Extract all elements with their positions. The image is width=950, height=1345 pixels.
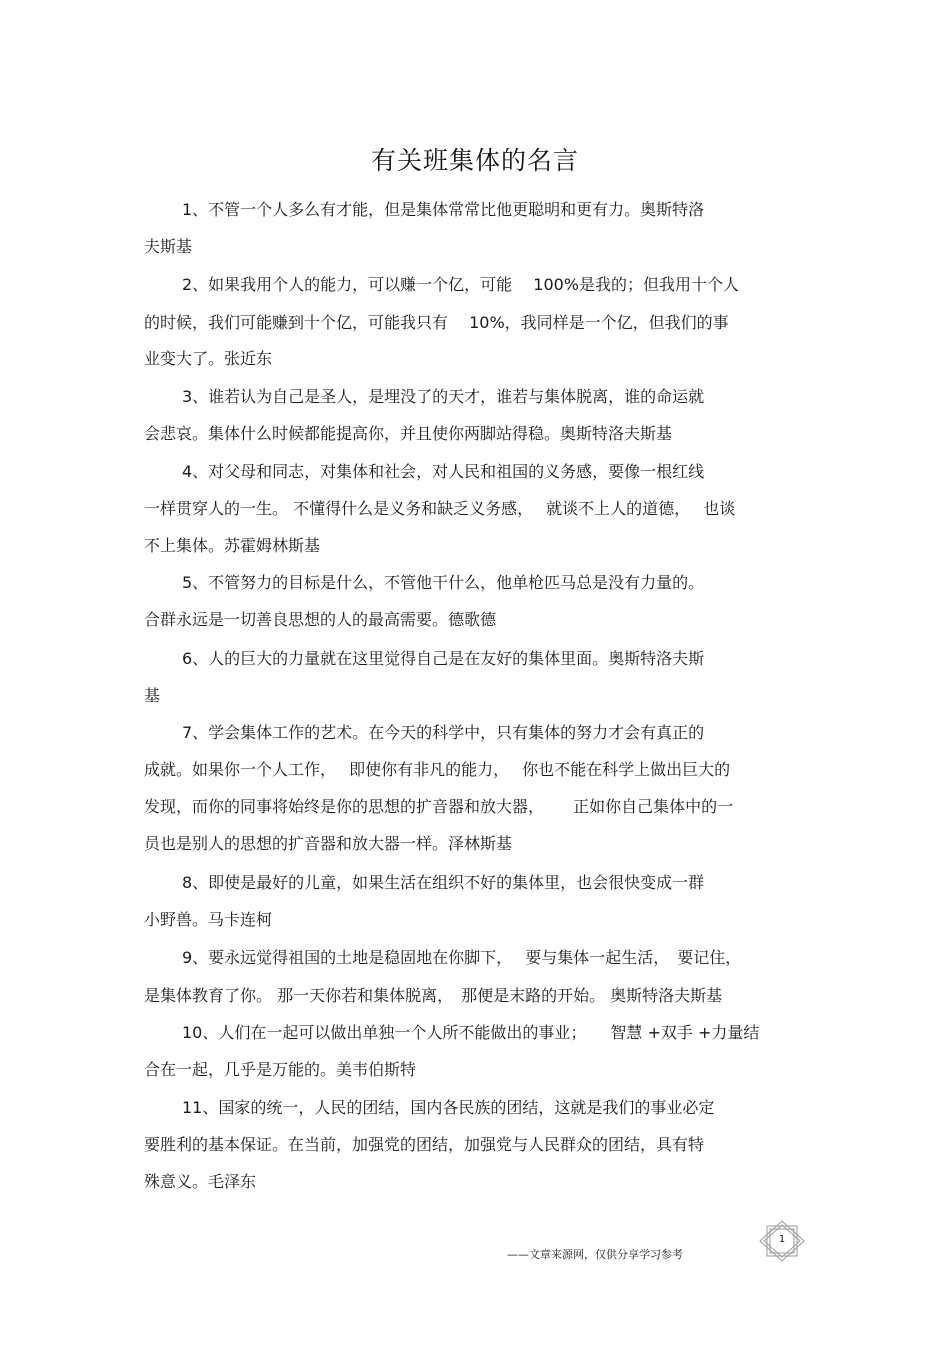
quote-2-line-2: 的时候，我们可能赚到十个亿，可能我只有 10%，我同样是一个亿，但我们的事 <box>144 313 729 332</box>
quote-8-line-1: 8、即使是最好的儿童，如果生活在组织不好的集体里，也会很快变成一群 <box>182 873 705 892</box>
quote-2-line-1: 2、如果我用个人的能力，可以赚一个亿，可能 100%是我的；但我用十个人 <box>182 275 740 294</box>
quote-6-line-1: 6、人的巨大的力量就在这里觉得自己是在友好的集体里面。奥斯特洛夫斯 <box>182 649 705 668</box>
quote-4-line-3: 不上集体。苏霍姆林斯基 <box>144 536 321 555</box>
quote-11-line-2: 要胜利的基本保证。在当前，加强党的团结，加强党与人民群众的团结，具有特 <box>144 1135 705 1154</box>
quote-7-line-4: 员也是别人的思想的扩音器和放大器一样。泽林斯基 <box>144 834 513 853</box>
quote-9-line-1: 9、要永远觉得祖国的土地是稳固地在你脚下， 要与集体一起生活， 要记住， <box>182 948 742 967</box>
quote-1-line-1: 1、不管一个人多么有才能，但是集体常常比他更聪明和更有力。奥斯特洛 <box>182 200 705 219</box>
quote-9-line-2: 是集体教育了你。 那一天你若和集体脱离， 那便是末路的开始。 奥斯特洛夫斯基 <box>144 986 723 1005</box>
quote-3-line-2: 会悲哀。集体什么时候都能提高你，并且使你两脚站得稳。奥斯特洛夫斯基 <box>144 424 673 443</box>
quote-7-line-1: 7、学会集体工作的艺术。在今天的科学中，只有集体的努力才会有真正的 <box>182 723 705 742</box>
quote-10-line-1: 10、人们在一起可以做出单独一个人所不能做出的事业； 智慧 +双手 +力量结 <box>182 1023 760 1042</box>
quote-5-line-1: 5、不管努力的目标是什么，不管他干什么，他单枪匹马总是没有力量的。 <box>182 573 705 592</box>
page-number-badge <box>759 1220 805 1262</box>
quote-7-line-2: 成就。如果你一个人工作， 即使你有非凡的能力， 你也不能在科学上做出巨大的 <box>144 760 731 779</box>
quote-3-line-1: 3、谁若认为自己是圣人，是埋没了的天才，谁若与集体脱离，谁的命运就 <box>182 387 705 406</box>
quote-10-line-2: 合在一起，几乎是万能的。美韦伯斯特 <box>144 1060 417 1079</box>
quote-11-line-1: 11、国家的统一，人民的团结，国内各民族的团结，这就是我们的事业必定 <box>182 1098 715 1117</box>
quote-4-line-1: 4、对父母和同志，对集体和社会，对人民和祖国的义务感，要像一根红线 <box>182 462 705 481</box>
document-title: 有关班集体的名言 <box>370 146 579 175</box>
quote-5-line-2: 合群永远是一切善良思想的人的最高需要。德歌德 <box>144 610 497 629</box>
page-number: 1 <box>778 1234 786 1245</box>
quote-11-line-3: 殊意义。毛泽东 <box>144 1172 257 1191</box>
quote-6-line-2: 基 <box>144 686 161 705</box>
quote-2-line-3: 业变大了。张近东 <box>144 349 273 368</box>
quote-1-line-2: 夫斯基 <box>144 237 193 256</box>
footer-source-note: ——文章来源网，仅供分享学习参考 <box>507 1248 683 1261</box>
quote-8-line-2: 小野兽。马卡连柯 <box>144 910 273 929</box>
quote-4-line-2: 一样贯穿人的一生。 不懂得什么是义务和缺乏义务感， 就谈不上人的道德， 也谈 <box>144 499 736 518</box>
quote-7-line-3: 发现，而你的同事将始终是你的思想的扩音器和放大器， 正如你自己集体中的一 <box>144 797 734 816</box>
